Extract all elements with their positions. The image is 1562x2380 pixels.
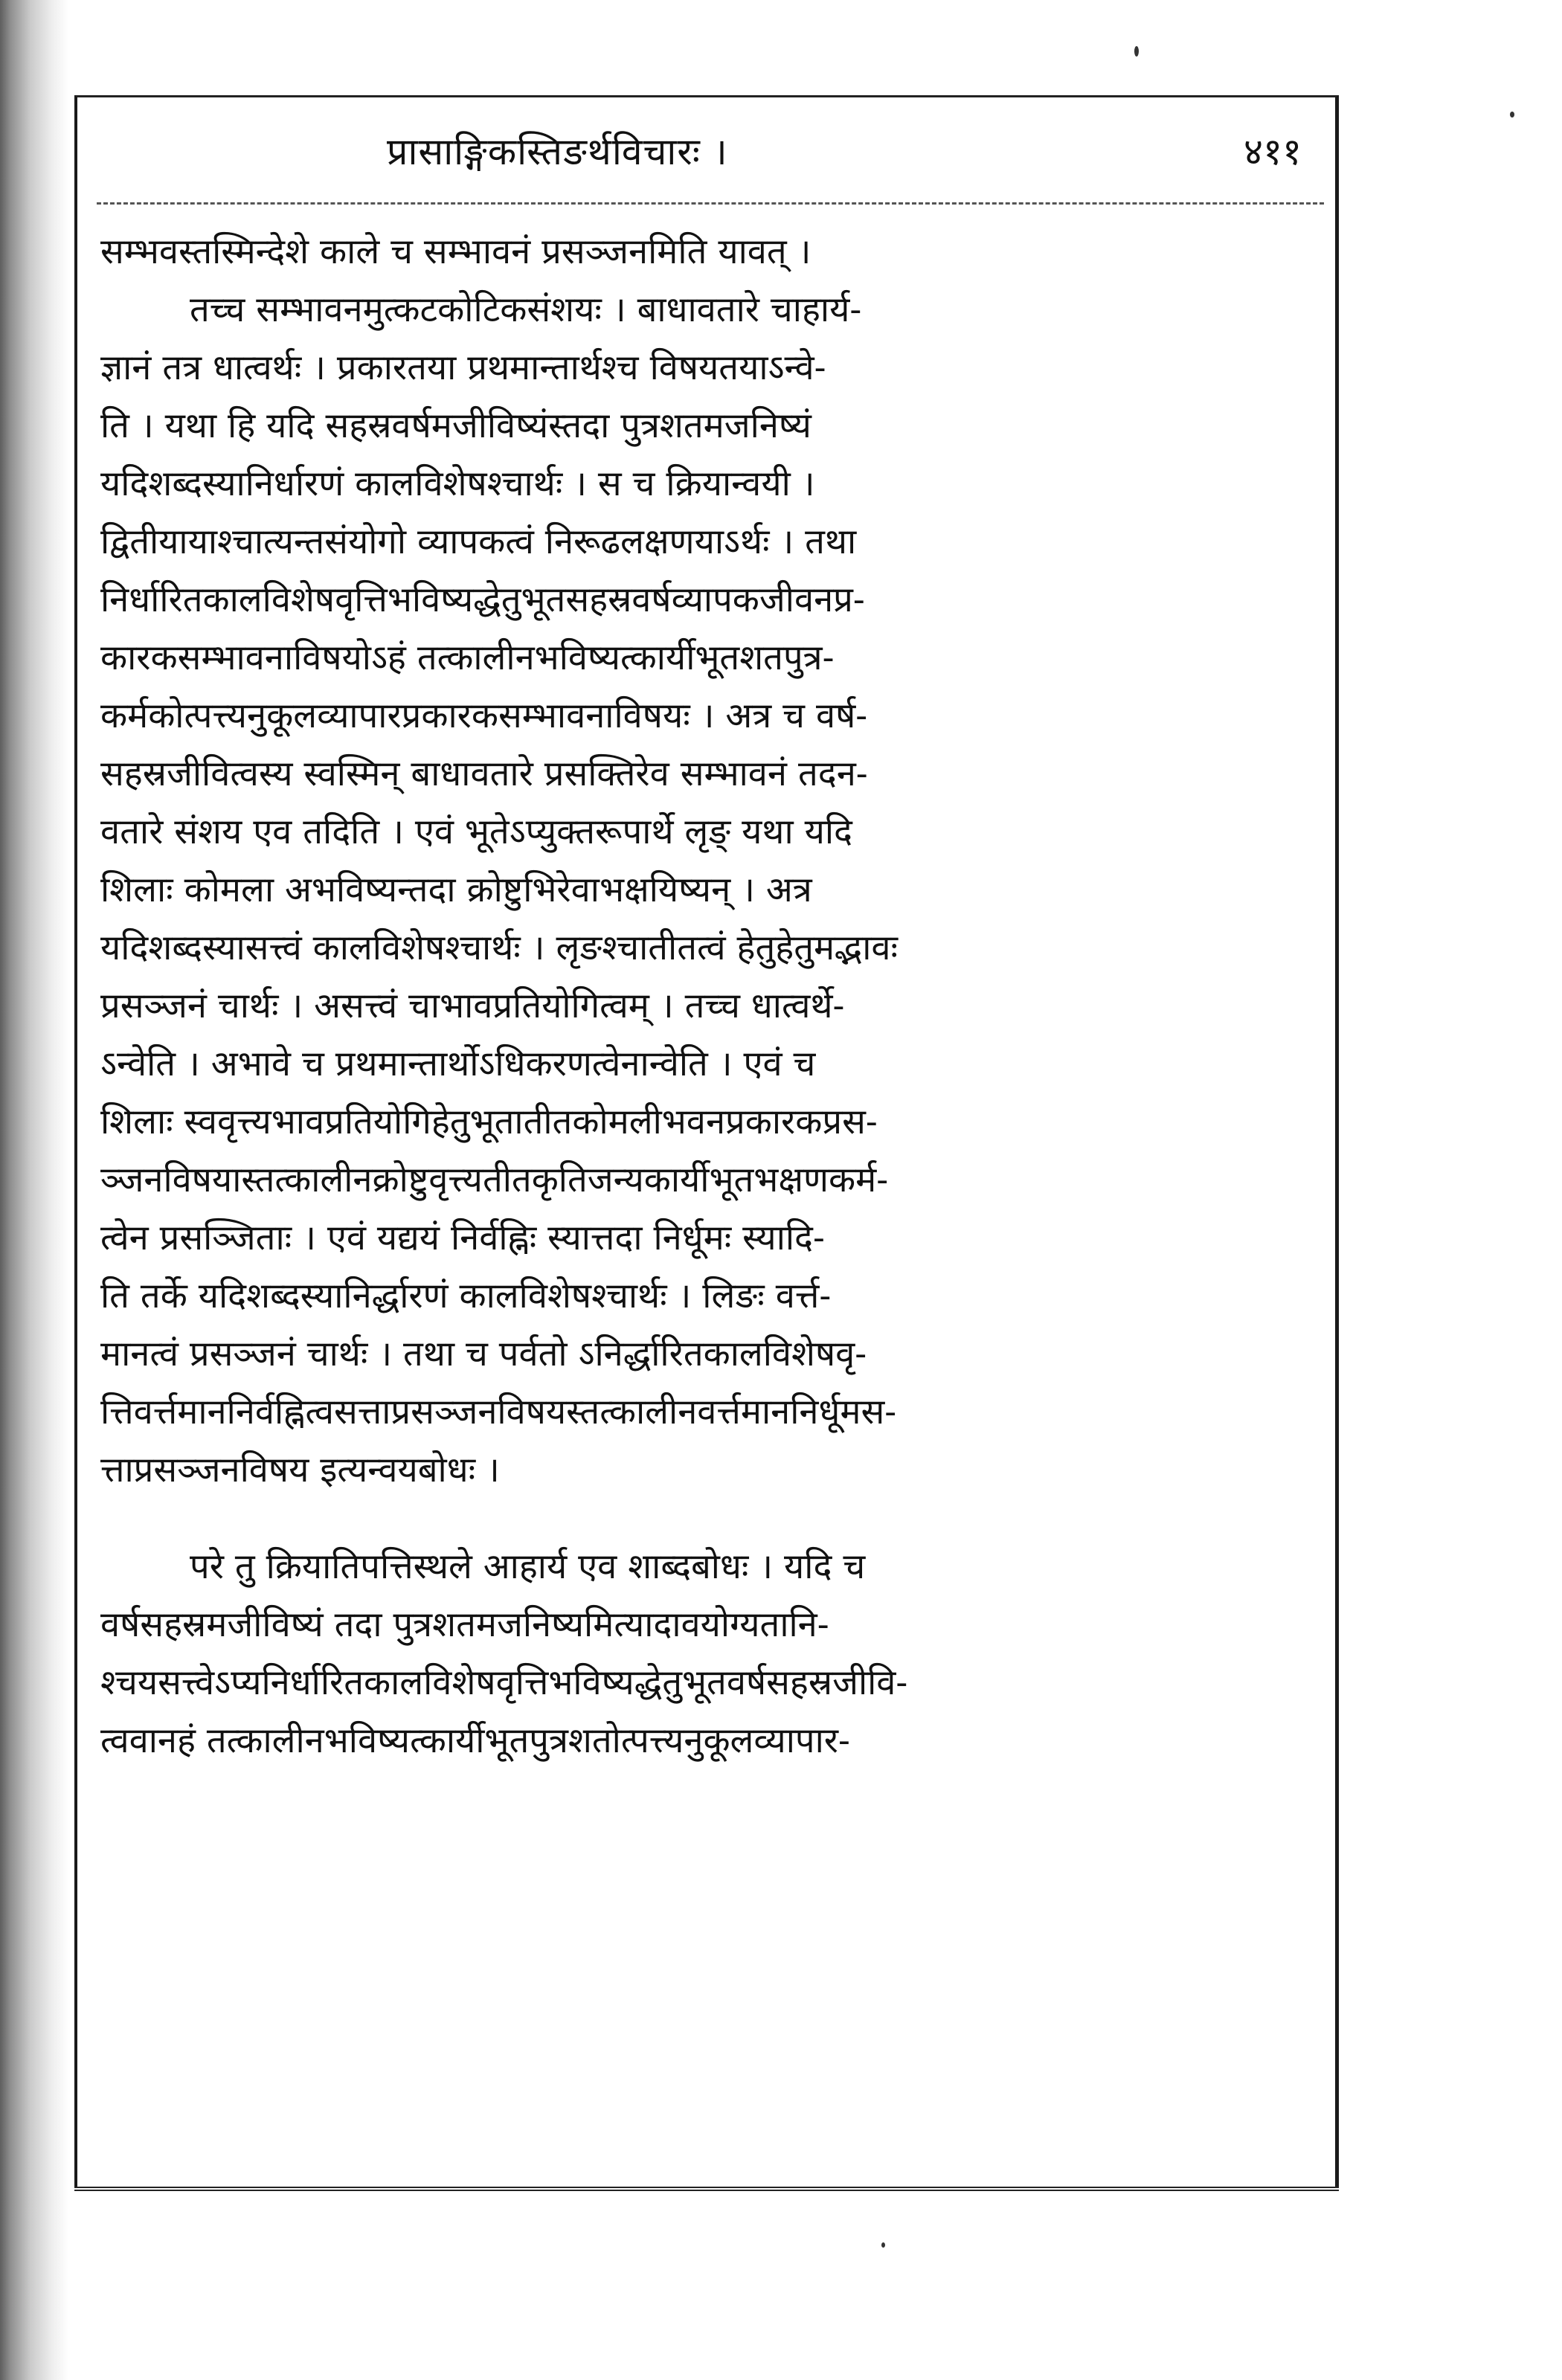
text-line: वर्षसहस्रमजीविष्यं तदा पुत्रशतमजनिष्यमित्यादावयोग्यतानि- [100, 1604, 829, 1645]
text-line: ञ्जनविषयास्तत्कालीनक्रोष्टुवृत्त्यतीतकृतिजन्यकार्यीभूतभक्षणकर्म- [100, 1160, 889, 1200]
text-line: सम्भवस्तस्मिन्देशे काले च सम्भावनं प्रसञ्जनमिति यावत् । [100, 231, 811, 272]
text-line: तच्च सम्भावनमुत्कटकोटिकसंशयः । बाधावतारे चाहार्य- [190, 289, 862, 330]
text-line: शिलाः स्ववृत्त्यभावप्रतियोगिहेतुभूतातीतकोमलीभवनप्रकारकप्रस- [100, 1101, 878, 1142]
text-line: त्तिवर्त्तमाननिर्वह्नित्वसत्ताप्रसञ्जनविषयस्तत्कालीनवर्त्तमाननिर्धूमस- [100, 1392, 897, 1432]
text-line: त्वेन प्रसञ्जिताः । एवं यद्ययं निर्वह्निः स्यात्तदा निर्धूमः स्यादि- [100, 1218, 825, 1258]
text-line: प्रसञ्जनं चार्थः । असत्त्वं चाभावप्रतियोगित्वम् । तच्च धात्वर्थे- [100, 985, 845, 1026]
bottom-rule [74, 2187, 1339, 2191]
scan-speck [881, 2242, 885, 2248]
text-line: यदिशब्दस्यानिर्धारणं कालविशेषश्चार्थः । स च क्रियान्वयी । [100, 463, 815, 504]
scan-gutter-shadow [0, 0, 68, 2380]
text-line: ऽन्वेति । अभावे च प्रथमान्तार्थोऽधिकरणत्वेनान्वेति । एवं च [100, 1043, 816, 1084]
text-line: कर्मकोत्पत्त्यनुकूलव्यापारप्रकारकसम्भावनाविषयः । अत्र च वर्ष- [100, 695, 868, 736]
text-line: ति । यथा हि यदि सहस्रवर्षमजीविष्यंस्तदा पुत्रशतमजनिष्यं [100, 405, 811, 446]
scan-speck [1510, 112, 1514, 118]
text-line: मानत्वं प्रसञ्जनं चार्थः । तथा च पर्वतो ऽनिर्द्धारितकालविशेषवृ- [100, 1334, 867, 1374]
paragraph-gap [100, 1499, 1309, 1538]
text-line: ति तर्के यदिशब्दस्यानिर्द्धारणं कालविशेषश्चार्थः । लिङः वर्त्त- [100, 1276, 832, 1316]
text-line: श्चयसत्त्वेऽप्यनिर्धारितकालविशेषवृत्तिभविष्यद्धेतुभूतवर्षसहस्रजीवि- [100, 1662, 908, 1703]
page-number: ४११ [1244, 130, 1302, 173]
text-line: यदिशब्दस्यासत्त्वं कालविशेषश्चार्थः । लृङश्चातीतत्वं हेतुहेतुमद्भावः [100, 927, 898, 968]
text-line: ज्ञानं तत्र धात्वर्थः । प्रकारतया प्रथमान्तार्थश्च विषयतयाऽन्वे- [100, 347, 826, 388]
text-line: कारकसम्भावनाविषयोऽहं तत्कालीनभविष्यत्कार्यीभूतशतपुत्र- [100, 637, 835, 678]
header-rule [97, 202, 1324, 205]
running-title: प्रासाङ्गिकस्तिङर्थविचारः । [387, 130, 728, 173]
body-text [100, 223, 1309, 1770]
text-line: निर्धारितकालविशेषवृत्तिभविष्यद्धेतुभूतसहस्रवर्षव्यापकजीवनप्र- [100, 579, 865, 620]
text-line: त्ताप्रसञ्जनविषय इत्यन्वयबोधः । [100, 1450, 500, 1490]
scan-speck [1134, 46, 1139, 57]
text-line: शिलाः कोमला अभविष्यन्तदा क्रोष्टुभिरेवाभक्षयिष्यन् । अत्र [100, 869, 812, 910]
text-line: द्वितीयायाश्चात्यन्तसंयोगो व्यापकत्वं निरूढलक्षणयाऽर्थः । तथा [100, 521, 857, 562]
text-line: वतारे संशय एव तदिति । एवं भूतेऽप्युक्तरूपार्थे लृङ् यथा यदि [100, 811, 852, 852]
page-header [104, 125, 1317, 192]
text-line: परे तु क्रियातिपत्तिस्थले आहार्य एव शाब्दबोधः । यदि च [190, 1546, 866, 1587]
text-line: त्ववानहं तत्कालीनभविष्यत्कार्यीभूतपुत्रशतोत्पत्त्यनुकूलव्यापार- [100, 1720, 850, 1761]
text-line: सहस्रजीवित्वस्य स्वस्मिन् बाधावतारे प्रसक्तिरेव सम्भावनं तदन- [100, 753, 868, 794]
